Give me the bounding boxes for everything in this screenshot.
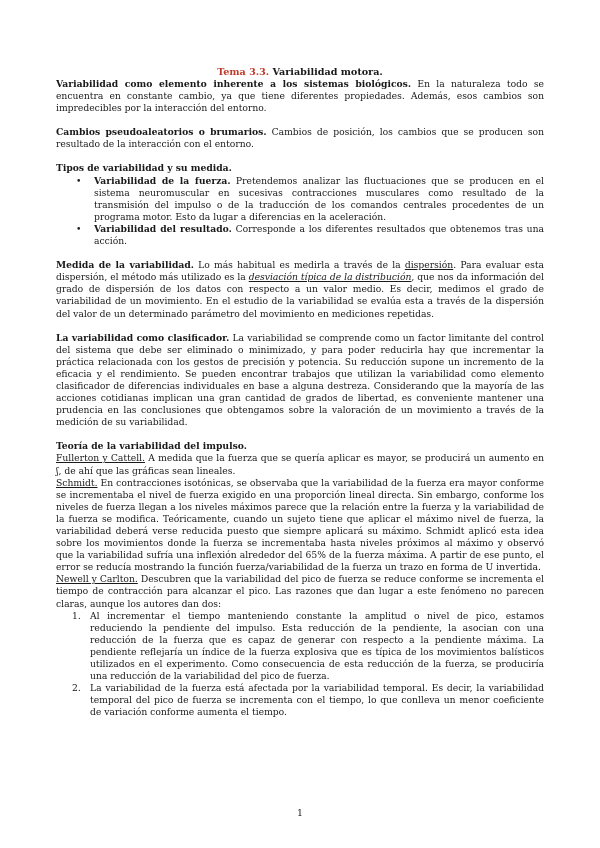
paragraph-variability-inherent: Variabilidad como elemento inherente a los sistemas biológicos. En la naturaleza todo se encuentra en constante cambio, ya que tiene diferentes propiedades. Además, esos cambios son impredecibles por la interacción del entorno. <box>56 79 544 115</box>
paragraph-measure: Medida de la variabilidad. Lo más habitual es medirla a través de la dispersión. Para evaluar esta dispersión, el método más utilizado es la desviación típica de la distribución, que nos da información del grado de dispersión de los datos con respecto a un valor medio. Es decir, medimos el grado de variabilidad de un movimiento. En el estudio de la variabilidad se evalúa esta a través de la dispersión del valor de un determinado parámetro del movimiento en mediciones repetidas. <box>56 260 545 320</box>
document-title <box>56 66 544 79</box>
reasons-list <box>56 611 544 720</box>
paragraph-newell: Newell y Carlton. Descubren que la variabilidad del pico de fuerza se reduce conforme se incrementa el tiempo de contracción para alcanzar el pico. Las razones que dan lugar a este fenómeno no parecen claras, aunque los autores dan dos: <box>56 574 544 610</box>
paragraph-fullerton: Fullerton y Cattell. A medida que la fuerza que se quería aplicar es mayor, se producirá un aumento en ʃ, de ahí que las gráficas sean lineales. <box>56 453 545 477</box>
paragraph-classifier: La variabilidad como clasificador. La variabilidad se comprende como un factor limitante del control del sistema que debe ser eliminado o minimizado, y para poder reducirla hay que incrementar la práctica relacionada con los gestos de precisión y potencia. Su reducción supone un incremento de la eficacia y el rendimiento. Se pueden encontrar trabajos que utilizan la variabilidad como elemento clasificador de diferencias individuales en base a alguna destreza. Considerando que la mayoría de las acciones cotidianas implican una gran cantidad de grados de libertad, es conveniente mantener una prudencia en las conclusiones que obtengamos sobre la valoración de un movimiento a través de la medición de su variabilidad. <box>56 332 544 429</box>
list-item: • Variabilidad del resultado. Corresponde a los diferentes resultados que obtenemos tras una acción. <box>76 223 544 248</box>
paragraph-schmidt: Schmidt. En contracciones isotónicas, se observaba que la variabilidad de la fuerza era mayor conforme se incrementaba el nivel de fuerza exigido en una proporción lineal directa. Sin embargo, conforme los niveles de fuerza llegan a los niveles máximos parece que la relación entre la fuerza y la variabilidad de la fuerza se modifica. Teóricamente, cuando un sujeto tiene que aplicar el máximo nivel de fuerza, la variabilidad deberá verse reducida puesto que siempre aplicará su máximo. Schmidt aplicó esta idea sobre los movimientos donde la fuerza se incrementaba hasta niveles próximos al máximo y observó que la variabilidad sufría una inflexión alrededor del 65% de la fuerza máxima. A partir de ese punto, el error se reducía mostrando la función fuerza/variabilidad de la fuerza un trazo en forma de U invertida. <box>56 477 544 574</box>
title-text: Variabilidad motora. <box>269 67 383 78</box>
author-newell: Newell y Carlton. <box>56 574 138 586</box>
types-list <box>56 176 544 249</box>
list-item: 1. Al incrementar el tiempo manteniendo constante la amplitud o nivel de pico, estamos reduciendo la pendiente del impulso. Esta reducción de la pendiente, la asocian con una reducción de la fuerza que es capaz de generar con respecto a la pendiente máxima. La pendiente reflejaría un índice de la fuerza explosiva que es típica de los movimientos balísticos utilizados en el experimento. Como consecuencia de esta reducción de la fuerza, se produciría una reducción de la variabilidad del pico de fuerza. <box>72 610 544 683</box>
author-schmidt: Schmidt. <box>56 477 98 489</box>
paragraph-pseudorandom: Cambios pseudoaleatorios o brumarios. Cambios de posición, los cambios que se producen son resultado de la interacción con el entorno. <box>56 127 544 151</box>
page-number: 1 <box>297 808 303 819</box>
bullet-icon: • <box>76 175 82 187</box>
document-page <box>56 66 544 720</box>
list-item: 2. La variabilidad de la fuerza está afectada por la variabilidad temporal. Es decir, la variabilidad temporal del pico de fuerza se incrementa con el tiempo, lo que conlleva un menor coeficiente de variación conforme aumenta el tiempo. <box>72 683 544 719</box>
heading-types: Tipos de variabilidad y su medida. <box>56 163 232 175</box>
title-number: Tema 3.3. <box>217 67 270 78</box>
list-item: • Variabilidad de la fuerza. Pretendemos analizar las fluctuaciones que se producen en el sistema neuromuscular en sucesivas contracciones musculares como resultado de la transmisión del impulso o de la traducción de los comandos centrales procedentes de un programa motor. Esto da lugar a diferencias en la aceleración. <box>76 175 544 223</box>
author-fullerton: Fullerton y Cattell. <box>56 453 145 465</box>
bullet-icon: • <box>76 223 82 235</box>
heading-theory: Teoría de la variabilidad del impulso. <box>56 441 247 453</box>
